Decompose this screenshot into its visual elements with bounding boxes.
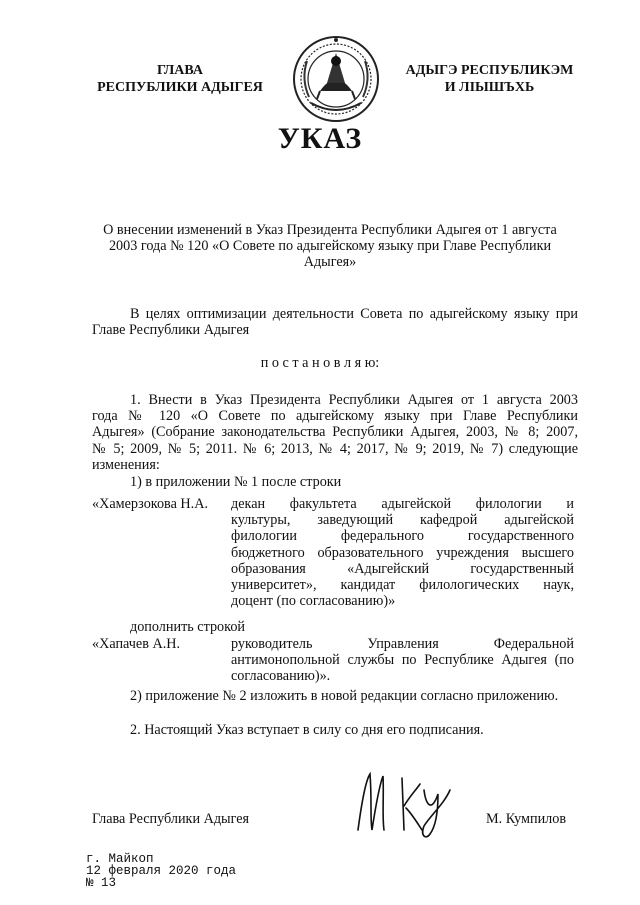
item-2: 2. Настоящий Указ вступает в силу со дня его подписания. (130, 722, 484, 738)
position-line: антимонопольной службы по Республике Адыгея (по (231, 652, 574, 669)
header-left (80, 62, 280, 96)
item-1-line: изменения: (92, 456, 160, 473)
document-title: УКАЗ (277, 122, 363, 155)
position-line: образования «Адыгейский государственный (231, 560, 574, 577)
subject-line: 2003 года № 120 «О Совете по адыгейскому языку при Главе Республики (108, 238, 552, 255)
position-line: декан факультета адыгейской филологии и (231, 496, 574, 512)
item-1-line: № 5; 2009, № 5; 2011. № 6; 2013, № 4; 2017, № 9; 2019, № 7) следующие (92, 440, 578, 457)
entry-1-name: «Хамерзокова Н.А. (92, 496, 209, 512)
footer-number: № 13 (86, 876, 117, 890)
entry-2-position (231, 636, 574, 685)
position-line: филологии федерального государственного (231, 528, 574, 545)
position-line: доцент (по согласованию)» (231, 593, 396, 610)
subject-line: О внесении изменений в Указ Президента Республики Адыгея от 1 августа (103, 222, 557, 238)
preamble-line: Главе Республики Адыгея (92, 322, 250, 339)
decree-word: п о с т а н о в л я ю: (260, 355, 380, 371)
entry-2-name: «Хапачев А.Н. (92, 636, 181, 652)
header-right-line1: АДЫГЭ РЕСПУБЛИКЭМ (405, 63, 574, 78)
item-1-line: 1. Внести в Указ Президента Республики Адыгея от 1 августа 2003 (130, 392, 578, 408)
header-left-line1: ГЛАВА (157, 63, 203, 78)
signature-position: Глава Республики Адыгея (92, 811, 250, 827)
position-line: бюджетного образовательного учреждения высшего (231, 544, 574, 561)
item-1 (92, 392, 578, 473)
item-1-line: года № 120 «О Совете по адыгейскому языку при Главе Республики (92, 408, 578, 425)
position-line: руководитель Управления Федеральной (231, 636, 574, 652)
header-left-line2: РЕСПУБЛИКИ АДЫГЕЯ (97, 80, 263, 95)
sub-item-2: 2) приложение № 2 изложить в новой редакции согласно приложению. (130, 688, 559, 704)
header-right (382, 62, 597, 96)
footer (86, 853, 236, 889)
subject-line: Адыгея» (303, 254, 357, 271)
preamble-line: В целях оптимизации деятельности Совета по адыгейскому языку при (130, 306, 578, 322)
position-line: согласованию)». (231, 668, 331, 685)
preamble (92, 306, 578, 338)
footer-date: 12 февраля 2020 года (86, 864, 237, 878)
add-line: дополнить строкой (130, 619, 246, 635)
sub-item-1: 1) в приложении № 1 после строки (130, 474, 342, 490)
item-1-line: Адыгея» (Собрание законодательства Республики Адыгея, 2003, № 8; 2007, (92, 424, 578, 441)
coat-of-arms-emblem (287, 33, 385, 123)
position-line: университет», кандидат филологических наук, (231, 577, 574, 594)
subject (80, 222, 580, 271)
header-right-line2: И ЛІЫШЪХЬ (444, 80, 535, 95)
position-line: культуры, заведующий кафедрой адыгейской (231, 512, 574, 529)
footer-place: г. Майкоп (86, 852, 154, 866)
entry-1-position (231, 496, 574, 609)
signature-name: М. Кумпилов (486, 811, 567, 827)
handwritten-signature (350, 760, 460, 840)
